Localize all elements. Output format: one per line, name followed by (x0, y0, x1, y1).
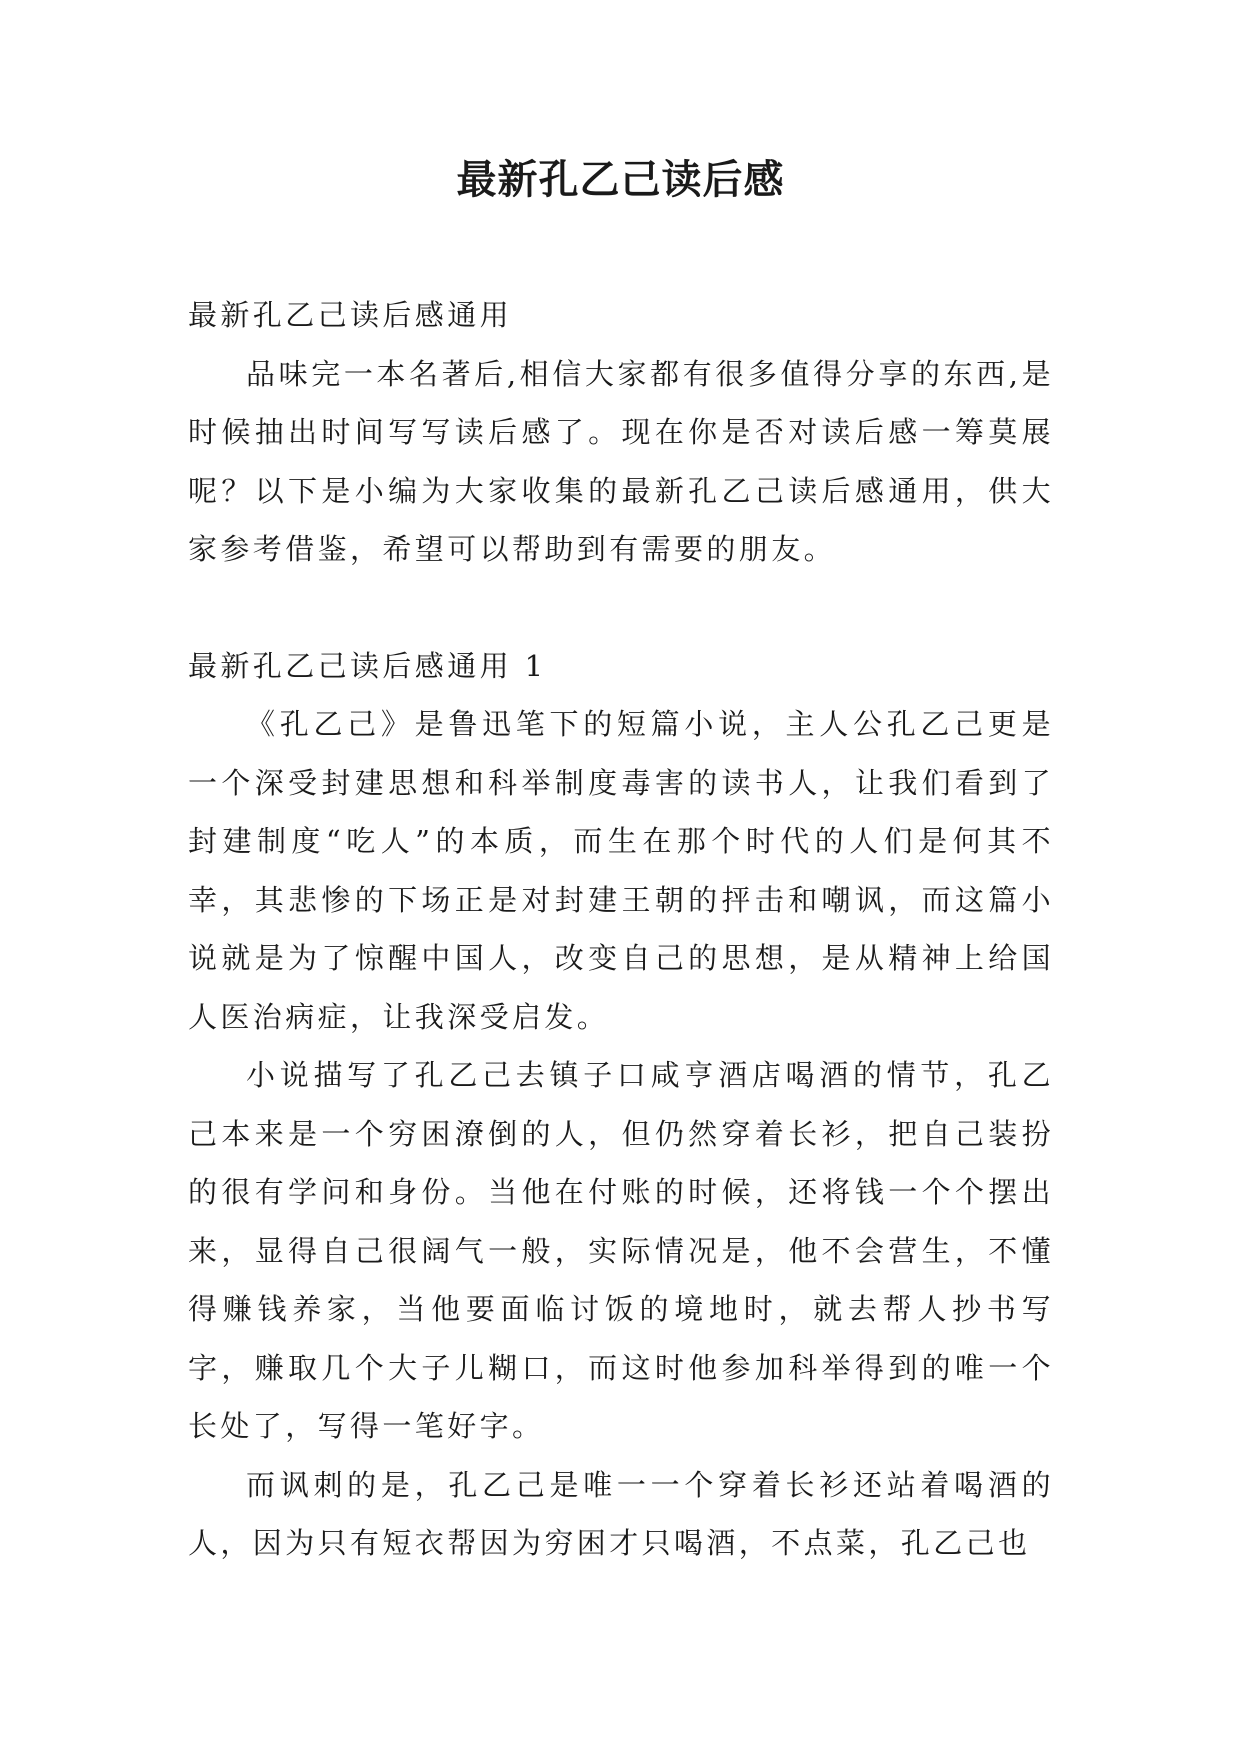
intro-paragraph: 品味完一本名著后,相信大家都有很多值得分享的东西,是时候抽出时间写写读后感了。现在你是否对读后感一筹莫展呢？以下是小编为大家收集的最新孔乙己读后感通用，供大家参考借鉴，希望可以帮助到有需要的朋友。 (188, 356, 1054, 566)
section1-paragraph-2: 小说描写了孔乙己去镇子口咸亨酒店喝酒的情节，孔乙己本来是一个穷困潦倒的人，但仍然穿着长衫，把自己装扮的很有学问和身份。当他在付账的时候，还将钱一个个摆出来，显得自己很阔气一般，实际情况是，他不会营生，不懂得赚钱养家，当他要面临讨饭的境地时，就去帮人抄书写字，赚取几个大子儿糊口，而这时他参加科举得到的唯一个长处了，写得一笔好字。 (188, 1058, 1054, 1443)
section1-paragraph-1: 《孔乙己》是鲁迅笔下的短篇小说，主人公孔乙己更是一个深受封建思想和科举制度毒害的读书人，让我们看到了封建制度“吃人”的本质，而生在那个时代的人们是何其不幸，其悲惨的下场正是对封建王朝的抨击和嘲讽，而这篇小说就是为了惊醒中国人，改变自己的思想，是从精神上给国人医治病症，让我深受启发。 (188, 707, 1054, 1034)
document-body (188, 286, 1054, 1573)
section1-paragraph-3: 而讽刺的是，孔乙己是唯一一个穿着长衫还站着喝酒的人，因为只有短衣帮因为穷困才只喝酒，不点菜，孔乙己也 (188, 1467, 1054, 1560)
intro-heading: 最新孔乙己读后感通用 (188, 298, 513, 332)
section1-heading: 最新孔乙己读后感通用 1 (188, 648, 547, 683)
document-title: 最新孔乙己读后感 (456, 157, 785, 203)
section-spacer (188, 579, 1054, 637)
